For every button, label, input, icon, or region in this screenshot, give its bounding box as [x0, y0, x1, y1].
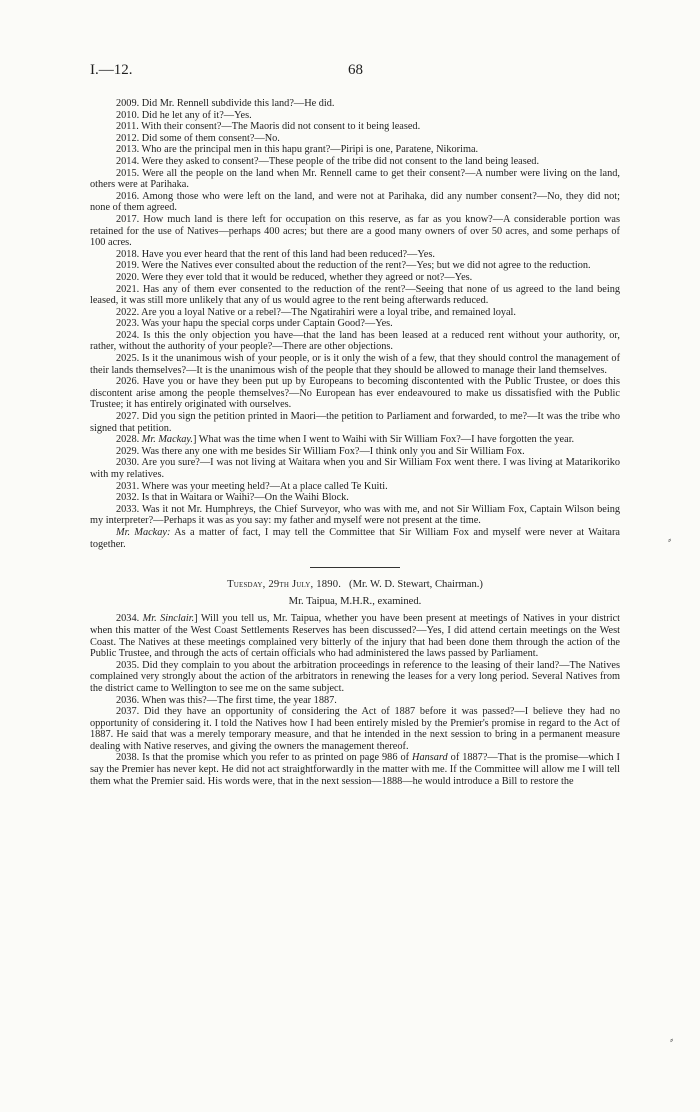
document-reference: I.—12. [90, 62, 133, 78]
paragraph: 2037. Did they have an opportunity of considering the Act of 1887 before it was passed?—I believe they had no opportunity of considering it. I told the Natives how I had been entirely misled by the Premier's promise in regard to the Act of 1887. He said that was a merely temporary measure, and that he intended in the next session to bring in a permanent measure dealing with Native reserves, and giving the owners the management thereof. [90, 706, 620, 752]
paragraph: 2021. Has any of them ever consented to the reduction of the rent?—Seeing that none of us agreed to the land being leased, it was still more unlikely that any of us would agree to the rent being afterwards reduced. [90, 283, 620, 307]
session-heading [90, 579, 620, 591]
paragraph: 2016. Among those who were left on the land, and were not at Parihaka, did any number consent?—No, they did not; none of them agreed. [90, 190, 620, 214]
page-header [90, 62, 620, 82]
paragraph: 2030. Are you sure?—I was not living at Waitara when you and Sir William Fox went there. I was living at Matarikoriko with my relatives. [90, 457, 620, 480]
paragraph: 2019. Were the Natives ever consulted about the reduction of the rent?—Yes; but we did not agree to the reduction. [116, 260, 591, 272]
session-date: Tuesday, 29th July, 1890. [227, 579, 342, 591]
witness-heading: Mr. Taipua, M.H.R., examined. [288, 595, 422, 607]
question-number: 2028. [116, 434, 140, 446]
question-number: 2034. [116, 613, 140, 625]
paragraph: 2036. When was this?—The first time, the year 1887. [116, 694, 337, 706]
paragraph: 2022. Are you a loyal Native or a rebel?—The Ngatirahiri were a loyal tribe, and remained loyal. [116, 306, 516, 318]
speaker-name: Mr. Mackay: [116, 526, 171, 538]
paragraph [90, 752, 620, 787]
paragraph: 2018. Have you ever heard that the rent of this land had been reduced?—Yes. [116, 248, 435, 260]
paragraph [90, 527, 620, 550]
paragraph: 2035. Did they complain to you about the arbitration proceedings in reference to the leasing of their land?—The Natives complained very strongly about the action of the arbitrators in renewing the leases for a very long period. Several Natives from the district came to Wellington to see me on the same subject. [90, 659, 620, 694]
paragraph: 2029. Was there any one with me besides Sir William Fox?—I think only you and Sir William Fox. [116, 445, 525, 457]
paragraph: 2023. Was your hapu the special corps under Captain Good?—Yes. [116, 318, 393, 330]
paragraph: 2010. Did he let any of it?—Yes. [116, 109, 252, 121]
paragraph-text: ] What was the time when I went to Waihi with Sir William Fox?—I have forgotten the year. [192, 434, 575, 446]
paragraph: 2025. Is it the unanimous wish of your people, or is it only the wish of a few, that they should control the management of their lands themselves?—It is the unanimous wish of the people that they should be allowed to manage their land themselves. [90, 353, 620, 376]
paragraph: 2024. Is this the only objection you have—that the land has been leased at a reduced rent without your authority, or, rather, without the authority of your people?—There are other objections. [90, 329, 620, 353]
paragraph: 2033. Was it not Mr. Humphreys, the Chief Surveyor, who was with me, and not Sir William Fox, Captain Wilson being my interpreter?—Perhaps it was as you say: my father and myself were not present at the time. [90, 503, 620, 527]
session-chair: (Mr. W. D. Stewart, Chairman.) [349, 579, 483, 591]
margin-mark: ⸗ [668, 535, 672, 546]
paragraph: 2027. Did you sign the petition printed in Maori—the petition to Parliament and forwarded, to me?—It was the tribe who signed that petition. [90, 411, 620, 434]
paragraph: 2017. How much land is there left for occupation on this reserve, as far as you know?—A considerable portion was retained for the use of Natives—perhaps 400 acres; but there are a good many owners of over 50 acres, and some perhaps of 100 acres. [90, 213, 620, 249]
paragraph-text: of 1887?—That is the promise—which I say the Premier has never kept. He did not act straightforwardly in the matter with me. If the Committee will allow me I will tell them what the Premier said. His words were, that in the next session—1888—he would introduce a Bill to restore the [90, 752, 620, 787]
paragraph: 2031. Where was your meeting held?—At a place called Te Kuiti. [116, 480, 388, 492]
paragraph: 2014. Were they asked to consent?—These people of the tribe did not consent to the land being leased. [116, 155, 540, 167]
paragraph [90, 613, 620, 659]
paragraph: 2026. Have you or have they been put up by Europeans to becoming discontented with the Public Trustee, or does this discontent arise among the people themselves?—No European has ever endeavoured to make us dissatisfied with the Public Trustee; it has entirely originated with ourselves. [90, 376, 620, 411]
margin-mark: ⸗ [670, 1035, 674, 1046]
paragraph: 2012. Did some of them consent?—No. [116, 132, 280, 144]
paragraph: 2032. Is that in Waitara or Waihi?—On the Waihi Block. [116, 492, 349, 504]
paragraph: 2009. Did Mr. Rennell subdivide this land?—He did. [116, 98, 335, 109]
paragraph-text: As a matter of fact, I may tell the Committee that Sir William Fox and myself were never at Waitara together. [90, 526, 620, 550]
paragraph: 2015. Were all the people on the land when Mr. Rennell came to get their consent?—A number were living on the land, others were at Parihaka. [90, 167, 620, 191]
section-divider [310, 567, 400, 568]
paragraph-text: ] Will you tell us, Mr. Taipua, whether you have been present at meetings of Natives in your district when this matter of the West Coast Settlements Reserves has been discussed?—Yes, I did attend certain meetings on the West Coast. The Natives at these meetings complained very bitterly of the injury that had been done them through the action of the Public Trustee, and through the acts of certain officials who had administered the laws passed by Parliament. [90, 613, 620, 660]
paragraph-text: 2038. Is that the promise which you refer to as printed on page 986 of [116, 752, 413, 764]
page-body [90, 98, 620, 787]
paragraph: 2011. With their consent?—The Maoris did not consent to it being leased. [116, 121, 421, 133]
paragraph [90, 434, 620, 446]
speaker-name: Mr. Sinclair. [142, 613, 195, 625]
paragraph: 2013. Who are the principal men in this hapu grant?—Piripi is one, Paratene, Nikorima. [116, 144, 479, 156]
page-number: 68 [348, 62, 363, 78]
speaker-name: Mr. Mackay. [141, 434, 193, 446]
publication-title: Hansard [412, 752, 448, 764]
paragraph: 2020. Were they ever told that it would be reduced, whether they agreed or not?—Yes. [116, 271, 473, 283]
